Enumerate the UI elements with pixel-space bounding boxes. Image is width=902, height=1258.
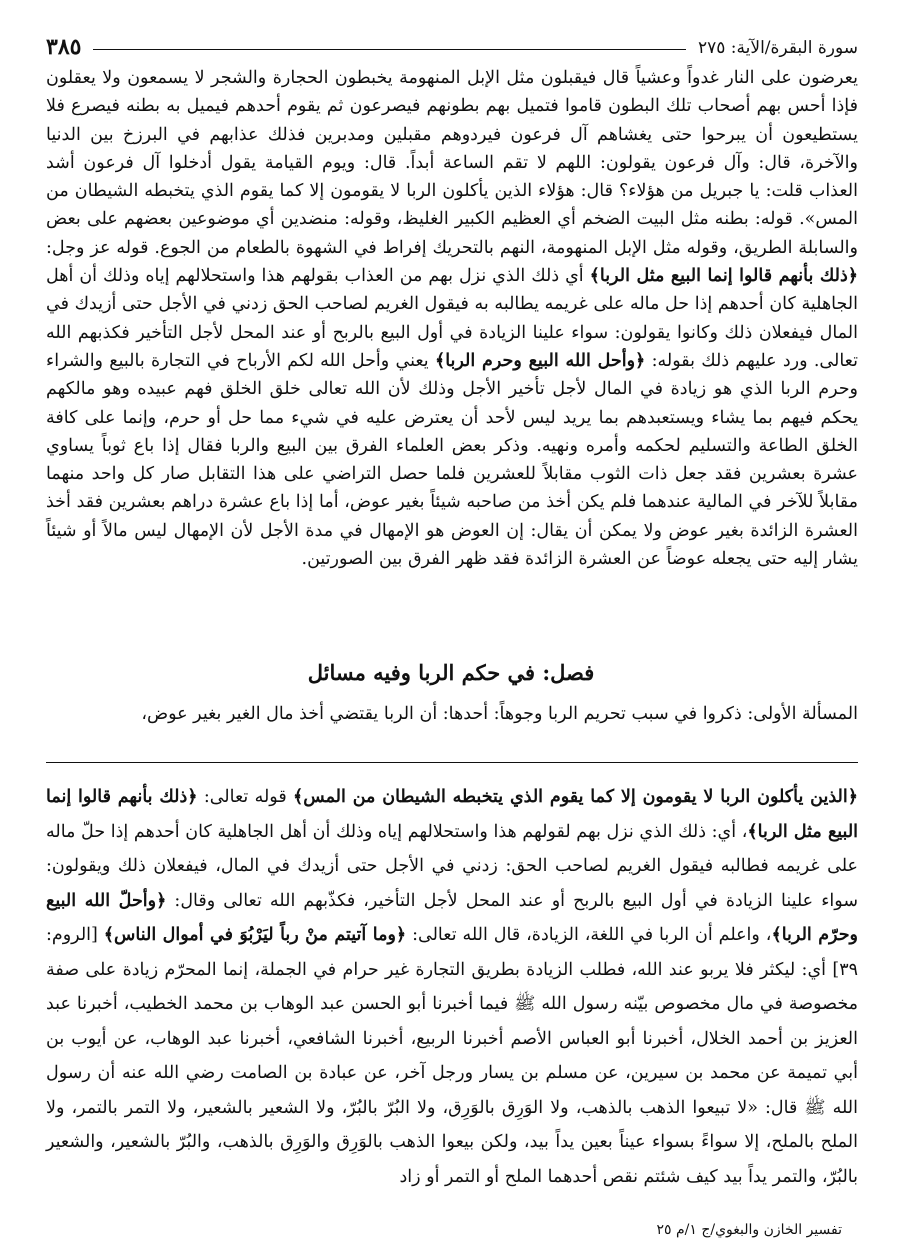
commentary-paragraph (46, 64, 858, 573)
secondary-commentary (46, 780, 858, 1194)
running-title: سورة البقرة/الآية: ٢٧٥ (698, 38, 858, 58)
text-run: [الروم: ٣٩] أي: ليكثر فلا يربو عند الله، فطلب الزيادة بطريق التجارة غير حرام في الجملة، إنما المحرّم زيادة على صفة مخصوصة في مال مخصوص بيّنه رسول الله ﷺ فيما أخبرنا أبو الحسن عبد الوهاب بن محمد الخطيب، أخبرنا عبد العزيز بن أحمد الخلال، أخبرنا أبو العباس الأصم أخبرنا الربيع، أخبرنا الشافعي، أخبرنا عبد الوهاب، عن أيوب بن أبي تميمة عن محمد بن سيرين، عن مسلم بن يسار ورجل آخر، عن عبادة بن الصامت رضي الله عنه أن رسول الله ﷺ قال: «لا تبيعوا الذهب بالذهب، ولا الوَرِق بالوَرِق، ولا البُرّ بالبُرّ، ولا الشعير بالشعير، ولا التمر بالتمر، ولا الملح بالملح، إلا سواءً بسواء عيناً بعين يداً بيد، ولكن بيعوا الذهب بالوَرِق والوَرِق بالذهب، والبُرّ بالشعير، والشعير بالبُرّ، والتمر يداً بيد كيف شئتم نقص أحدهما الملح أو التمر أو زاد (46, 925, 858, 1187)
text-run: ، أي: ذلك الذي نزل بهم لقولهم هذا واستحلالهم إياه وذلك أن أهل الجاهلية كان أحدهم إذا حلّ ماله على غريمه فطالبه فيقول الغريم لصاحب الحق: زدني في الأجل حتى أزيدك في المال، فيفعلان ذلك ويقولون: سواء علينا الزيادة في أول البيع بالربح أو عند المحل لأجل التأخير، فكذّبهم الله تعالى وقال: (46, 821, 858, 911)
text-run: أي ذلك الذي نزل بهم من العذاب بقولهم هذا واستحلالهم إياه وذلك أن أهل الجاهلية كان أحدهم إذا حل ماله على غريمه يطالبه به فيقول الغريم لصاحب الحق زدني في الأجل حتى أزيدك في المال فيفعلان ذلك وكانوا يقولون: سواء علينا الزيادة في أول البيع بالربح أو عند المحل لأجل التأخير فكذبهم الله تعالى. ورد عليهم ذلك بقوله: (46, 266, 858, 371)
quran-verse: ﴿وأحل الله البيع وحرم الربا﴾ (434, 350, 646, 371)
quran-verse: ﴿وأحلّ الله البيع وحرّم الربا﴾ (46, 890, 858, 945)
quran-verse: ﴿ذلك بأنهم قالوا إنما البيع مثل الربا﴾ (46, 787, 859, 842)
first-issue (46, 700, 858, 728)
quran-verse: ﴿الذين يأكلون الربا لا يقومون إلا كما يقوم الذي يتخبطه الشيطان من المس﴾ (293, 787, 858, 807)
text-run: ، واعلم أن الربا في اللغة، الزيادة، قال الله تعالى: (406, 925, 772, 945)
section-heading: فصل: في حكم الربا وفيه مسائل (307, 660, 595, 685)
text-run: قوله تعالى: (197, 787, 293, 807)
page-header (46, 18, 858, 60)
issue-paragraph: المسألة الأولى: ذكروا في سبب تحريم الربا وجوهاً: أحدها: أن الربا يقتضي أخذ مال الغير بغير عوض، (141, 704, 858, 724)
text-run: يعرضون على النار غدواً وعشياً قال فيقبلون مثل الإبل المنهومة يخبطون الحجارة والشجر لا يسمعون ولا يعقلون فإذا أحس بهم أصحاب تلك البطون قاموا فتميل بهم بطونهم فيصرعون ثم يقوم أحدهم فيميل به بطنه فيصرع فلا يستطيعون أن يبرحوا حتى يغشاهم آل فرعون فيردوهم مقبلين ومدبرين فذلك عذابهم في البرزخ بين الدنيا والآخرة، قال: وآل فرعون يقولون: اللهم لا تقم الساعة أبداً. قال: ويوم القيامة يقول أدخلوا آل فرعون أشد العذاب قلت: يا جبريل من هؤلاء؟ قال: هؤلاء الذين يأكلون الربا لا يقومون إلا كما يقوم الذي يتخبطه الشيطان من المس». قوله: بطنه مثل البيت الضخم أي العظيم الكبير الغليظ، وقوله: منضدين أي موضوعين بعضهم على بعض والسابلة الطريق، وقوله مثل الإبل المنهومة، النهم بالتحريك إفراط في الشهوة بالطعام من الجوع. قوله عز وجل: (46, 68, 859, 258)
quran-verse: ﴿وما آتيتم منْ رباً ليَرْبُوَ في أموال الناس﴾ (103, 925, 407, 945)
main-commentary (46, 64, 858, 573)
section-divider (46, 762, 858, 763)
text-run: يعني وأحل الله لكم الأرباح في التجارة بالبيع والشراء وحرم الربا الذي هو زيادة في المال لأجل تأخير الأجل وذلك لأن الله تعالى خلق الخلق فهم عبيده وهو مالكهم يحكم فيهم بما يشاء ويستعبدهم بما يريد ليس لأحد أن يعترض عليه في شيء مما حل أو حرم، وإنما على كافة الخلق الطاعة والتسليم لحكمه وأمره ونهيه. وذكر بعض العلماء الفرق بين البيع والربا فقال إذا باع ثوباً يساوي عشرة بعشرين فقد جعل ذات الثوب مقابلاً للعشرين فلما حصل التراضي على هذا التقابل صار كل واحد منهما مقابلاً للآخر في المالية عندهما فلم يكن أخذ من صاحبه شيئاً بغير عوض، أما إذا باع عشرة دراهم بعشرين فقد أخذ العشرة الزائدة بغير عوض ولا يمكن أن يقال: إن العوض هو الإمهال في مدة الأجل لأن الإمهال ليس مالاً أو شيئاً يشار إليه حتى يجعله عوضاً عن العشرة الزائدة فقد ظهر الفرق بين الصورتين. (46, 350, 858, 570)
quran-verse: ﴿ذلك بأنهم قالوا إنما البيع مثل الربا﴾ (589, 266, 859, 287)
commentary-paragraph (46, 780, 858, 1194)
header-rule (93, 49, 686, 50)
page-number: ٣٨٥ (46, 34, 82, 60)
page-footer: تفسير الخازن والبغوي/ج ١/م ٢٥ (656, 1222, 842, 1238)
